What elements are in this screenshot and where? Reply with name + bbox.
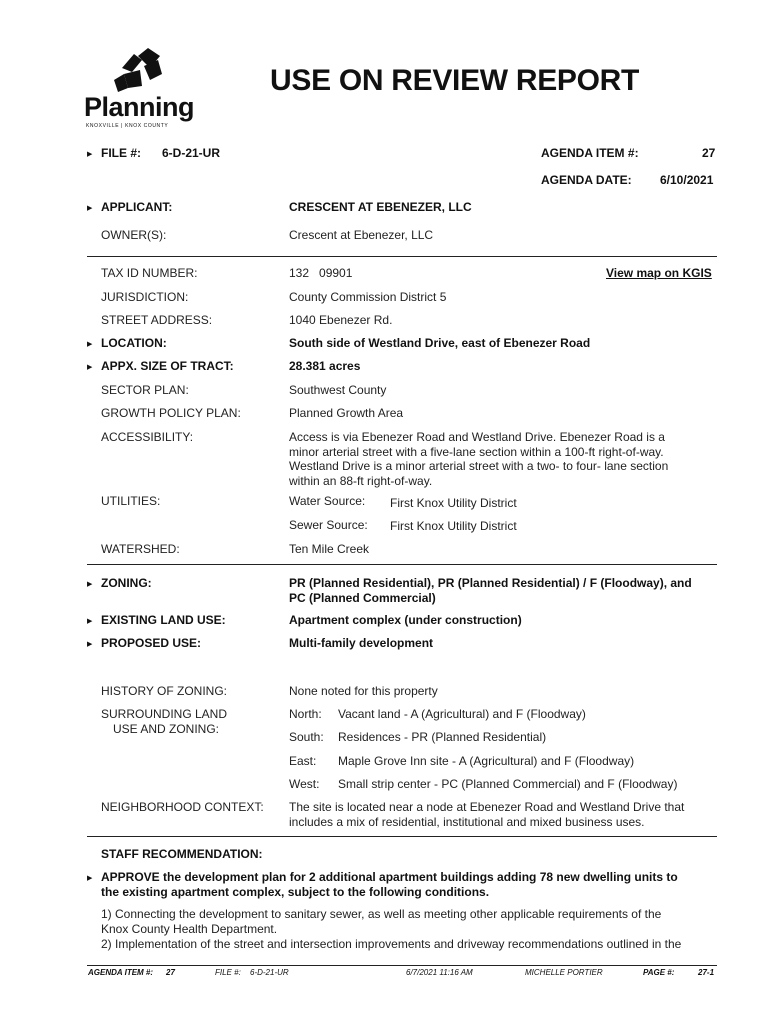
bullet-triangle-icon: ▶ bbox=[87, 151, 93, 158]
water-source-value: First Knox Utility District bbox=[390, 496, 517, 510]
agenda-date-value: 6/10/2021 bbox=[660, 173, 714, 187]
accessibility-line: minor arterial street with a five-lane section within a 100-ft right-of-way. bbox=[289, 444, 664, 459]
agenda-item-value: 27 bbox=[702, 146, 716, 160]
watershed-value: Ten Mile Creek bbox=[289, 542, 370, 556]
sector-plan-value: Southwest County bbox=[289, 383, 387, 397]
footer-page-label: PAGE #: bbox=[643, 968, 675, 977]
street-address-value: 1040 Ebenezer Rd. bbox=[289, 313, 393, 327]
accessibility-line: Westland Drive is a minor arterial street with a two- to four- lane section bbox=[289, 459, 669, 473]
bullet-triangle-icon: ▶ bbox=[87, 875, 93, 882]
sewer-source-value: First Knox Utility District bbox=[390, 519, 517, 533]
file-value: 6-D-21-UR bbox=[162, 146, 221, 160]
owner-label: OWNER(S): bbox=[101, 228, 167, 242]
existing-use-value: Apartment complex (under construction) bbox=[289, 613, 522, 627]
history-label: HISTORY OF ZONING: bbox=[101, 684, 228, 698]
location-value: South side of Westland Drive, east of Ebenezer Road bbox=[289, 336, 591, 350]
approve-line: the existing apartment complex, subject to the following conditions. bbox=[101, 885, 490, 899]
applicant-label: APPLICANT: bbox=[101, 200, 173, 214]
proposed-use-value: Multi-family development bbox=[289, 636, 434, 650]
neighborhood-line: includes a mix of residential, institutional and mixed business uses. bbox=[289, 814, 645, 829]
condition-line: Knox County Health Department. bbox=[101, 922, 278, 936]
footer-file-value: 6-D-21-UR bbox=[250, 968, 289, 977]
footer-datetime: 6/7/2021 11:16 AM bbox=[406, 968, 473, 977]
water-source-label: Water Source: bbox=[289, 494, 366, 508]
tax-id-value: 132 09901 bbox=[289, 266, 353, 280]
surrounding-direction: East: bbox=[289, 754, 317, 768]
surrounding-direction: West: bbox=[289, 777, 320, 791]
surrounding-description: Residences - PR (Planned Residential) bbox=[338, 730, 547, 744]
condition-line: 1) Connecting the development to sanitary sewer, as well as meeting other applicable requirements of the bbox=[101, 907, 662, 921]
bullet-triangle-icon: ▶ bbox=[87, 205, 93, 212]
neighborhood-text bbox=[289, 800, 709, 829]
footer-page-value: 27-1 bbox=[698, 968, 715, 977]
jurisdiction-label: JURISDICTION: bbox=[101, 290, 189, 304]
neighborhood-label: NEIGHBORHOOD CONTEXT: bbox=[101, 800, 264, 814]
surrounding-description: Small strip center - PC (Planned Commercial) and F (Floodway) bbox=[338, 777, 678, 791]
accessibility-text bbox=[289, 430, 699, 488]
tract-size-value: 28.381 acres bbox=[289, 359, 361, 373]
tract-size-label: APPX. SIZE OF TRACT: bbox=[101, 359, 234, 373]
footer-agenda-label: AGENDA ITEM #: bbox=[88, 968, 154, 977]
accessibility-label: ACCESSIBILITY: bbox=[101, 430, 194, 444]
zoning-value bbox=[289, 576, 719, 606]
growth-policy-label: GROWTH POLICY PLAN: bbox=[101, 406, 241, 420]
report-title: USE ON REVIEW REPORT bbox=[270, 64, 640, 97]
section-divider bbox=[87, 564, 717, 565]
applicant-value: CRESCENT AT EBENEZER, LLC bbox=[289, 200, 472, 214]
surrounding-description: Maple Grove Inn site - A (Agricultural) and F (Floodway) bbox=[338, 754, 635, 768]
agenda-date-label: AGENDA DATE: bbox=[541, 173, 632, 187]
history-value: None noted for this property bbox=[289, 684, 438, 698]
bullet-triangle-icon: ▶ bbox=[87, 341, 93, 348]
staff-recommendation-heading: STAFF RECOMMENDATION: bbox=[101, 847, 263, 861]
accessibility-line: Access is via Ebenezer Road and Westland Drive. Ebenezer Road is a bbox=[289, 430, 665, 444]
footer-file-label: FILE #: bbox=[215, 968, 241, 977]
footer-author: MICHELLE PORTIER bbox=[525, 968, 603, 977]
section-divider bbox=[87, 256, 717, 257]
approve-line: APPROVE the development plan for 2 additional apartment buildings adding 78 new dwelling units to bbox=[101, 870, 678, 884]
surrounding-label-2: USE AND ZONING: bbox=[113, 722, 220, 736]
agenda-item-label: AGENDA ITEM #: bbox=[541, 146, 639, 160]
footer-divider bbox=[87, 965, 717, 966]
footer-agenda-value: 27 bbox=[166, 968, 175, 977]
bullet-triangle-icon: ▶ bbox=[87, 641, 93, 648]
conditions-text bbox=[101, 907, 716, 952]
zoning-label: ZONING: bbox=[101, 576, 152, 590]
bullet-triangle-icon: ▶ bbox=[87, 581, 93, 588]
owner-value: Crescent at Ebenezer, LLC bbox=[289, 228, 434, 242]
jurisdiction-value: County Commission District 5 bbox=[289, 290, 447, 304]
sector-plan-label: SECTOR PLAN: bbox=[101, 383, 189, 397]
logo-wordmark: Planning bbox=[84, 92, 194, 122]
logo-subtitle: KNOXVILLE | KNOX COUNTY bbox=[86, 123, 169, 129]
kgis-map-link[interactable]: View map on KGIS bbox=[606, 266, 712, 280]
zoning-line: PC (Planned Commercial) bbox=[289, 591, 436, 605]
surrounding-label: SURROUNDING LAND bbox=[101, 707, 228, 721]
condition-line: 2) Implementation of the street and intersection improvements and driveway recommendations outlined in the bbox=[101, 937, 682, 951]
watershed-label: WATERSHED: bbox=[101, 542, 180, 556]
neighborhood-line: The site is located near a node at Ebenezer Road and Westland Drive that bbox=[289, 800, 685, 814]
existing-use-label: EXISTING LAND USE: bbox=[101, 613, 226, 627]
file-label: FILE #: bbox=[101, 146, 142, 160]
surrounding-description: Vacant land - A (Agricultural) and F (Floodway) bbox=[338, 707, 586, 721]
tax-id-label: TAX ID NUMBER: bbox=[101, 266, 198, 280]
surrounding-direction: South: bbox=[289, 730, 324, 744]
bullet-triangle-icon: ▶ bbox=[87, 618, 93, 625]
street-address-label: STREET ADDRESS: bbox=[101, 313, 213, 327]
section-divider bbox=[87, 836, 717, 837]
surrounding-direction: North: bbox=[289, 707, 322, 721]
accessibility-line: within an 88-ft right-of-way. bbox=[289, 473, 433, 488]
zoning-line: PR (Planned Residential), PR (Planned Residential) / F (Floodway), and bbox=[289, 576, 692, 590]
proposed-use-label: PROPOSED USE: bbox=[101, 636, 202, 650]
approve-text bbox=[101, 870, 716, 900]
growth-policy-value: Planned Growth Area bbox=[289, 406, 404, 420]
utilities-label: UTILITIES: bbox=[101, 494, 161, 508]
location-label: LOCATION: bbox=[101, 336, 167, 350]
sewer-source-label: Sewer Source: bbox=[289, 518, 368, 532]
bullet-triangle-icon: ▶ bbox=[87, 364, 93, 371]
